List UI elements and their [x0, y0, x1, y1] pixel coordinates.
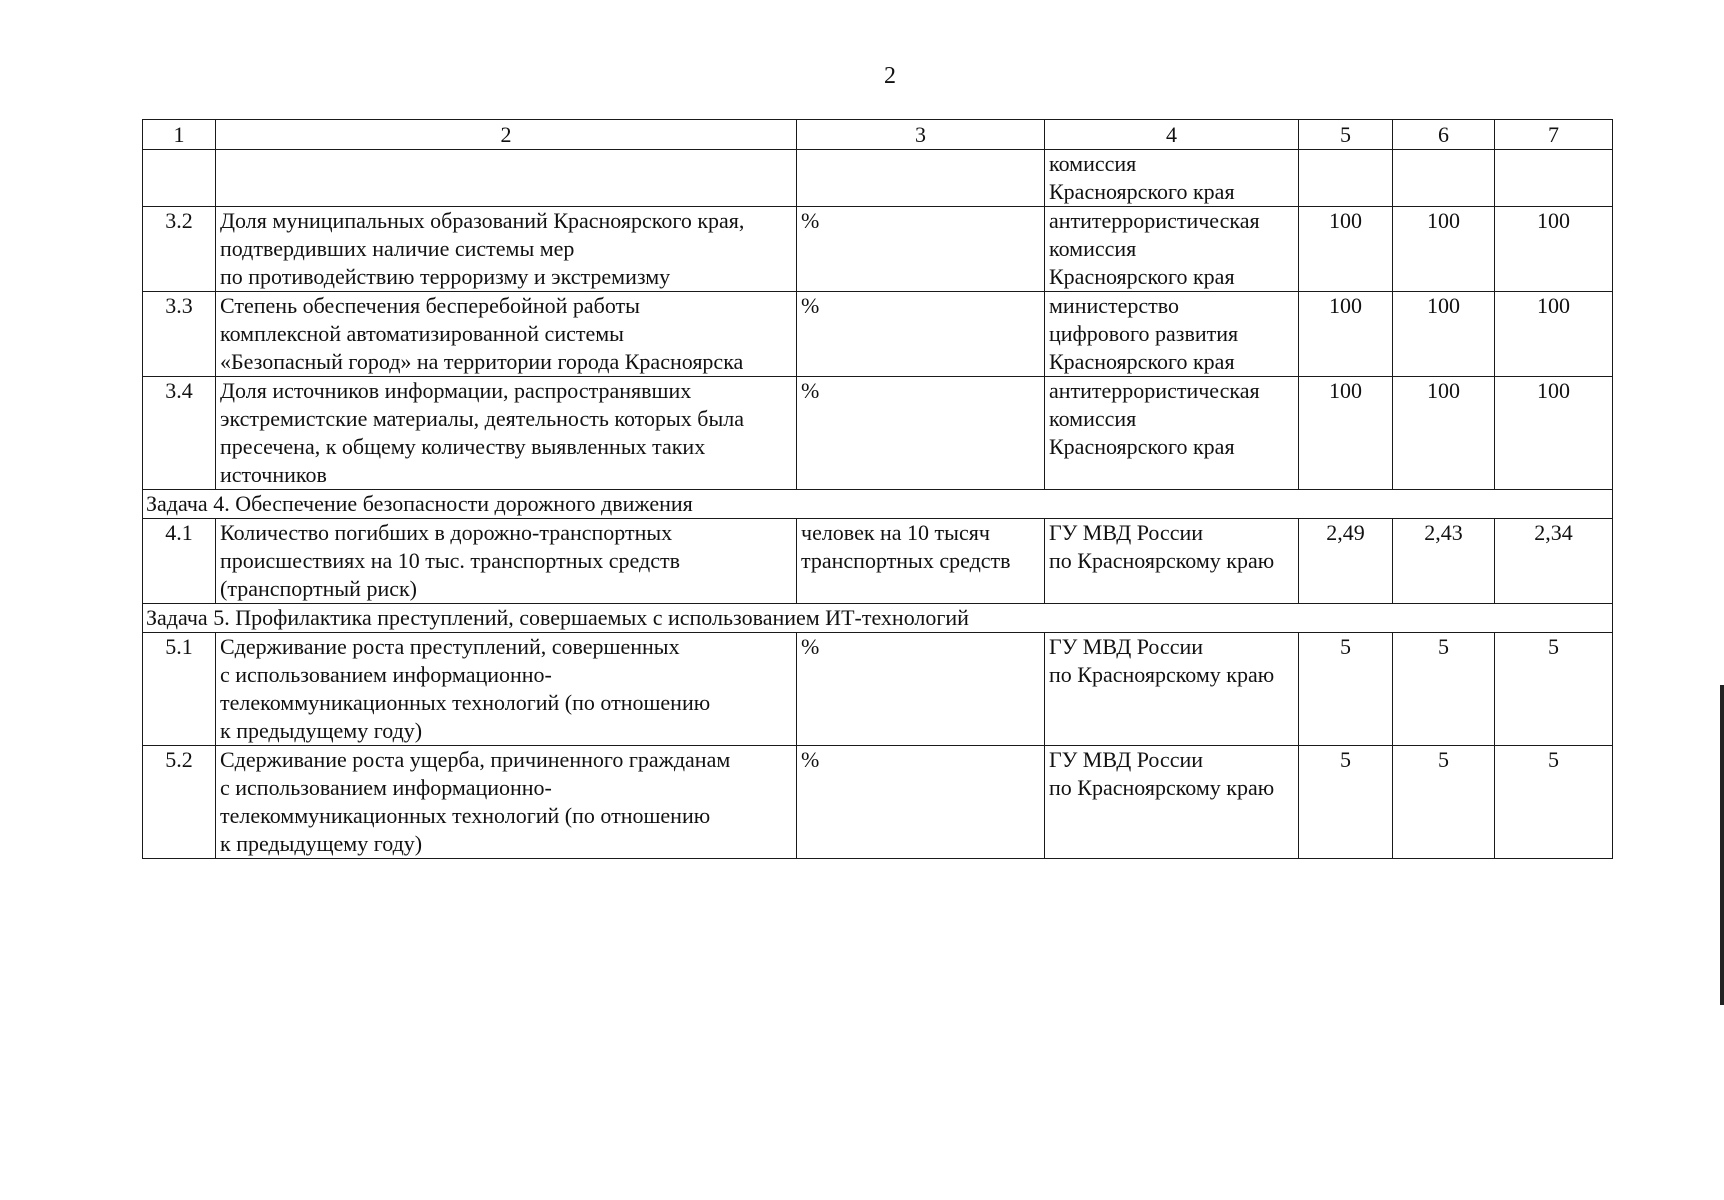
cell-num: 5.1 — [143, 633, 216, 746]
cell-unit: % — [797, 377, 1045, 490]
column-number: 5 — [1299, 120, 1393, 150]
cell-value-7: 100 — [1495, 207, 1613, 292]
task-4-title: Задача 4. Обеспечение безопасности дорожного движения — [143, 490, 1613, 519]
table-row — [143, 633, 1613, 746]
table-row — [143, 519, 1613, 604]
cell-value-7: 2,34 — [1495, 519, 1613, 604]
cell-num — [143, 150, 216, 207]
cell-num: 4.1 — [143, 519, 216, 604]
table-row — [143, 377, 1613, 490]
column-number: 6 — [1393, 120, 1495, 150]
cell-num: 3.3 — [143, 292, 216, 377]
task-5-title: Задача 5. Профилактика преступлений, совершаемых с использованием ИТ-технологий — [143, 604, 1613, 633]
cell-value-5: 5 — [1299, 633, 1393, 746]
cell-value-5: 2,49 — [1299, 519, 1393, 604]
cell-value-6: 100 — [1393, 207, 1495, 292]
cell-value-6 — [1393, 150, 1495, 207]
table-row — [143, 292, 1613, 377]
cell-responsible: комиссия Красноярского края — [1045, 150, 1299, 207]
cell-unit: % — [797, 292, 1045, 377]
cell-indicator: Сдерживание роста ущерба, причиненного гражданам с использованием информационно- телекоммуникационных технологий (по отношению к предыдущему году) — [216, 746, 797, 859]
column-number: 2 — [216, 120, 797, 150]
cell-value-5: 100 — [1299, 207, 1393, 292]
cell-value-6: 100 — [1393, 377, 1495, 490]
cell-value-6: 2,43 — [1393, 519, 1495, 604]
cell-num: 3.2 — [143, 207, 216, 292]
cell-value-7: 5 — [1495, 746, 1613, 859]
cell-responsible: ГУ МВД России по Красноярскому краю — [1045, 746, 1299, 859]
cell-value-7: 5 — [1495, 633, 1613, 746]
cell-value-6: 100 — [1393, 292, 1495, 377]
column-number: 4 — [1045, 120, 1299, 150]
column-number-row — [143, 120, 1613, 150]
task-5-header-row — [143, 604, 1613, 633]
cell-value-5 — [1299, 150, 1393, 207]
cell-indicator: Степень обеспечения бесперебойной работы комплексной автоматизированной системы «Безопасный город» на территории города Красноярска — [216, 292, 797, 377]
cell-responsible: антитеррористическая комиссия Красноярского края — [1045, 207, 1299, 292]
cell-unit: % — [797, 746, 1045, 859]
table-row — [143, 207, 1613, 292]
cell-indicator: Доля источников информации, распространявших экстремистские материалы, деятельность которых была пресечена, к общему количеству выявленных таких источников — [216, 377, 797, 490]
column-number: 1 — [143, 120, 216, 150]
cell-num: 5.2 — [143, 746, 216, 859]
cell-indicator — [216, 150, 797, 207]
cell-value-5: 100 — [1299, 377, 1393, 490]
column-number: 7 — [1495, 120, 1613, 150]
cell-responsible: ГУ МВД России по Красноярскому краю — [1045, 633, 1299, 746]
cell-responsible: ГУ МВД России по Красноярскому краю — [1045, 519, 1299, 604]
cell-indicator: Количество погибших в дорожно-транспортных происшествиях на 10 тыс. транспортных средств (транспортный риск) — [216, 519, 797, 604]
cell-value-5: 100 — [1299, 292, 1393, 377]
cell-value-5: 5 — [1299, 746, 1393, 859]
indicators-table — [142, 119, 1613, 859]
page-number: 2 — [884, 63, 896, 89]
cell-unit — [797, 150, 1045, 207]
cell-responsible: министерство цифрового развития Красноярского края — [1045, 292, 1299, 377]
table-row — [143, 746, 1613, 859]
cell-value-7 — [1495, 150, 1613, 207]
cell-value-6: 5 — [1393, 746, 1495, 859]
cell-num: 3.4 — [143, 377, 216, 490]
table-row-continuation — [143, 150, 1613, 207]
cell-indicator: Доля муниципальных образований Красноярского края, подтвердивших наличие системы мер по противодействию терроризму и экстремизму — [216, 207, 797, 292]
cell-unit: % — [797, 207, 1045, 292]
cell-unit: человек на 10 тысяч транспортных средств — [797, 519, 1045, 604]
cell-value-6: 5 — [1393, 633, 1495, 746]
cell-responsible: антитеррористическая комиссия Красноярского края — [1045, 377, 1299, 490]
cell-indicator: Сдерживание роста преступлений, совершенных с использованием информационно- телекоммуникационных технологий (по отношению к предыдущему году) — [216, 633, 797, 746]
column-number: 3 — [797, 120, 1045, 150]
cell-value-7: 100 — [1495, 377, 1613, 490]
scan-edge-bar — [1720, 685, 1724, 1005]
task-4-header-row — [143, 490, 1613, 519]
cell-unit: % — [797, 633, 1045, 746]
cell-value-7: 100 — [1495, 292, 1613, 377]
